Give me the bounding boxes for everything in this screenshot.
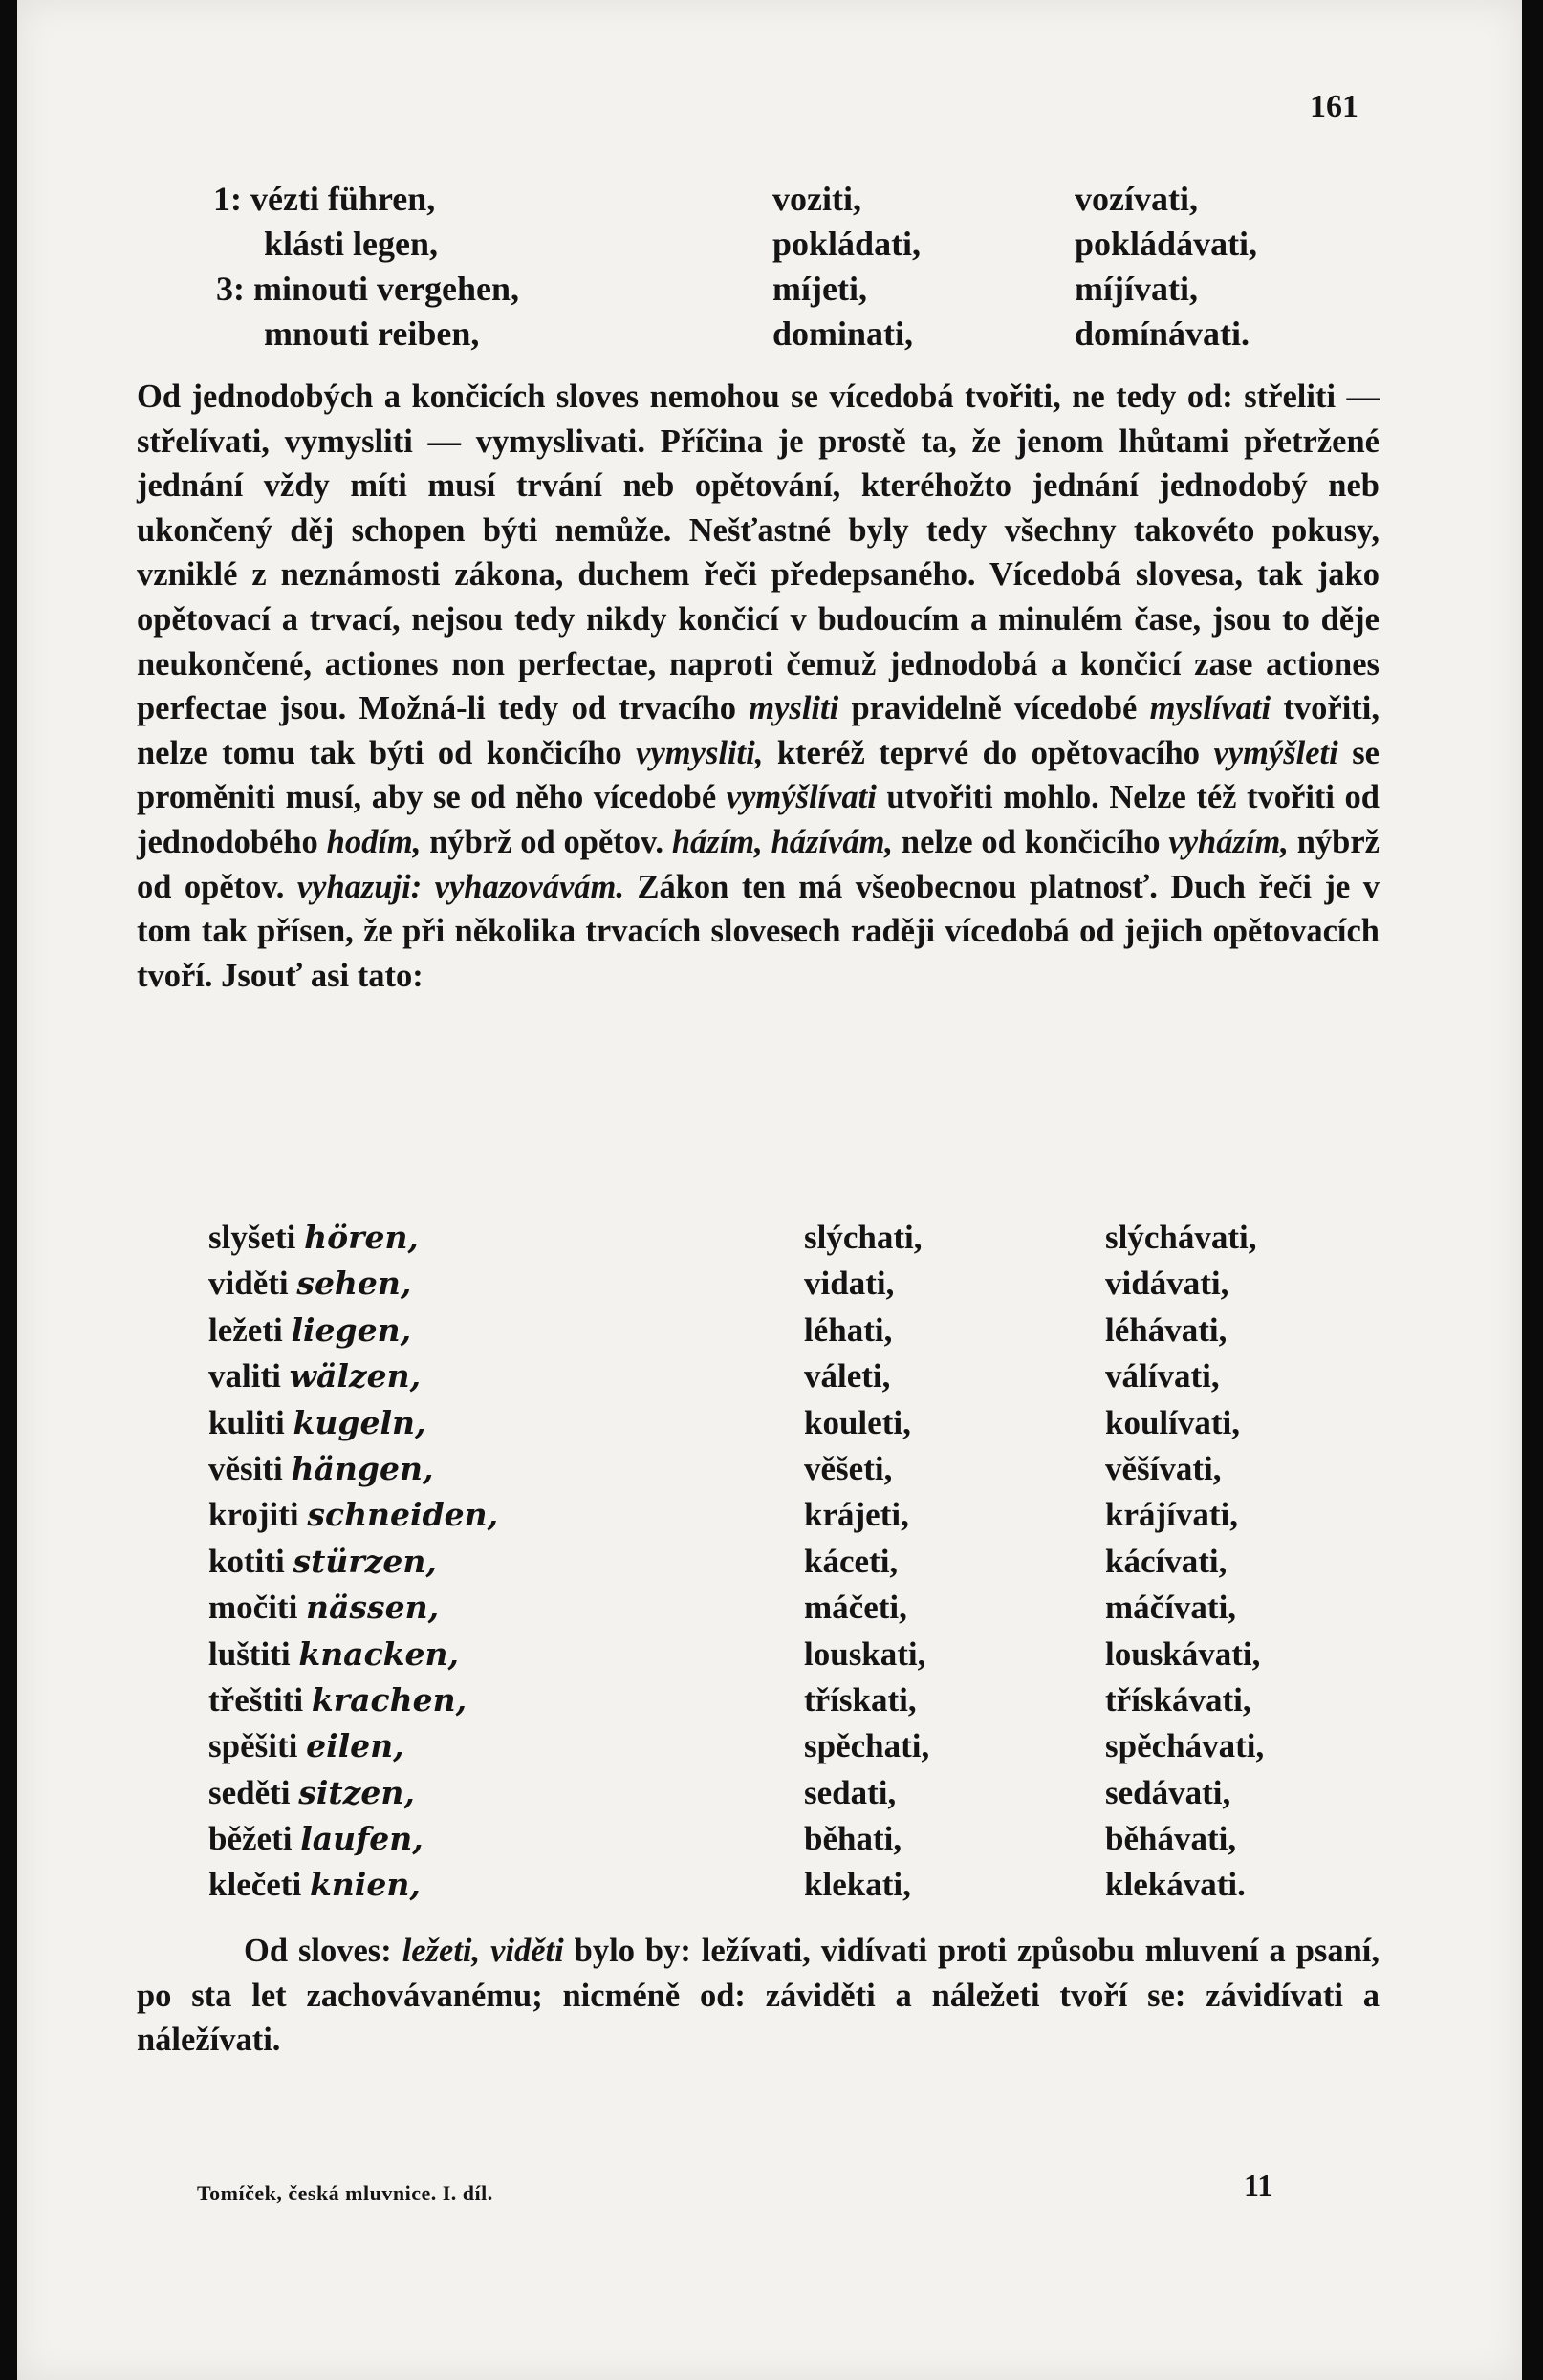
table-cell: vozívati, bbox=[1075, 180, 1198, 218]
text-run: se proměniti musí, aby se od něho vícedobé bbox=[137, 734, 1380, 816]
table-cell: klásti legen, bbox=[264, 225, 439, 263]
verb-infinitive: krojiti bbox=[208, 1496, 299, 1534]
verb-infinitive: viděti bbox=[208, 1265, 289, 1303]
page-number: 161 bbox=[1310, 89, 1358, 124]
verb-czech bbox=[208, 1681, 467, 1720]
verb-frequentative: válívati, bbox=[1105, 1357, 1220, 1396]
verb-frequentative: léhávati, bbox=[1105, 1310, 1228, 1349]
table-row bbox=[208, 1681, 1337, 1727]
text-run: Od sloves: bbox=[244, 1933, 402, 1969]
text-run: utvořiti mohlo. Nelze též tvořiti od jednodobého bbox=[137, 779, 1380, 860]
verb-german: hängen, bbox=[291, 1449, 434, 1487]
table-cell: pokládávati, bbox=[1075, 225, 1258, 263]
verb-czech bbox=[208, 1265, 411, 1303]
text-run: kteréž teprvé do opětovacího bbox=[763, 734, 1214, 771]
verb-czech bbox=[208, 1820, 424, 1858]
verb-iterative: louskati, bbox=[804, 1634, 926, 1673]
text-run: Od jednodobých a končicích sloves nemohou se vícedobá tvořiti, ne tedy od: střeliti — střelívati, vymysliti — vymyslivati. Příčina je prostě ta, že jenom lhůtami přetržené jednání vždy míti musí trvání neb opětování, kteréhožto jednání jednodobý neb ukončený děj schopen býti nemůže. Nešťastné byly tedy všechny takovéto pokusy, vzniklé z neznámosti zákona, duchem řeči předepsaného. Vícedobá slovesa, tak jako opětovací a trvací, nejsou tedy nikdy končicí v budoucím a minulém čase, jsou to děje neukončené, actiones non perfectae, naproti čemuž jednodobá a končicí zase actiones perfectae jsou. Možná-li tedy od trvacího bbox=[137, 379, 1380, 727]
verb-german: liegen, bbox=[291, 1310, 412, 1349]
verb-frequentative: kácívati, bbox=[1105, 1542, 1228, 1580]
verb-czech bbox=[208, 1496, 498, 1534]
text-run: nýbrž od opětov. bbox=[137, 823, 1380, 905]
book-page bbox=[17, 0, 1522, 2380]
verb-german: wälzen, bbox=[289, 1357, 422, 1396]
verb-czech bbox=[208, 1774, 415, 1812]
text-run: tvořiti, nelze tomu tak býti od končicího bbox=[137, 690, 1380, 771]
verb-iterative: spěchati, bbox=[804, 1727, 930, 1765]
table-row bbox=[208, 1589, 1337, 1634]
verb-infinitive: kuliti bbox=[208, 1403, 285, 1441]
italic-term: vyhazuji: vyhazovávám. bbox=[296, 868, 624, 905]
verb-frequentative: louskávati, bbox=[1105, 1634, 1261, 1673]
text-run: Zákon ten má všeobecnou platnosť. Duch řeči je v tom tak přísen, že při několika trvacích slovesech raději vícedobá od jejich opětovacích tvoří. Jsouť asi tato: bbox=[137, 868, 1380, 994]
table-cell: domínávati. bbox=[1075, 314, 1250, 353]
verb-iterative: káceti, bbox=[804, 1542, 899, 1580]
verb-frequentative: koulívati, bbox=[1105, 1403, 1241, 1441]
table-row bbox=[208, 1265, 1337, 1310]
italic-term: házím, házívám, bbox=[671, 823, 894, 860]
verb-german: knien, bbox=[309, 1866, 421, 1904]
verb-iterative: krájeti, bbox=[804, 1496, 909, 1534]
italic-term: vymysliti, bbox=[636, 734, 764, 771]
italic-term: ležeti, viděti bbox=[402, 1933, 564, 1969]
verb-frequentative: slýchávati, bbox=[1105, 1219, 1257, 1256]
verb-czech bbox=[208, 1404, 425, 1442]
verb-frequentative: třískávati, bbox=[1105, 1680, 1251, 1719]
verb-iterative: slýchati, bbox=[804, 1219, 923, 1256]
italic-term: vymýšlívati bbox=[726, 779, 877, 816]
table-cell: míjeti, bbox=[772, 270, 867, 308]
verb-infinitive: klečeti bbox=[208, 1866, 302, 1904]
verb-czech bbox=[208, 1866, 421, 1904]
verb-czech bbox=[208, 1450, 433, 1488]
verb-iterative: máčeti, bbox=[804, 1589, 907, 1627]
verb-iterative: sedati, bbox=[804, 1773, 897, 1811]
verb-german: hören, bbox=[304, 1219, 420, 1256]
verb-czech bbox=[208, 1543, 437, 1581]
table-row bbox=[208, 1866, 1337, 1912]
table-row bbox=[208, 1404, 1337, 1450]
footer-citation: Tomíček, česká mluvnice. I. díl. bbox=[197, 2181, 493, 2205]
verb-infinitive: spěšiti bbox=[208, 1727, 298, 1765]
table-row bbox=[208, 1727, 1337, 1773]
verb-infinitive: valiti bbox=[208, 1357, 281, 1396]
table-cell: pokládati, bbox=[772, 225, 922, 263]
verb-iterative: věšeti, bbox=[804, 1449, 893, 1487]
verb-german: eilen, bbox=[306, 1727, 404, 1765]
verb-frequentative: věšívati, bbox=[1105, 1449, 1222, 1487]
verb-german: sehen, bbox=[296, 1265, 412, 1303]
verb-infinitive: slyšeti bbox=[208, 1219, 296, 1256]
verb-frequentative: máčívati, bbox=[1105, 1589, 1237, 1627]
verb-table bbox=[208, 1219, 1337, 1913]
verb-iterative: běhati, bbox=[804, 1820, 902, 1858]
table-row bbox=[208, 1357, 1337, 1403]
verb-frequentative: sedávati, bbox=[1105, 1773, 1231, 1811]
verb-iterative: třískati, bbox=[804, 1680, 917, 1719]
verb-infinitive: ležeti bbox=[208, 1310, 283, 1349]
closing-paragraph bbox=[137, 1929, 1380, 2063]
table-row bbox=[208, 1219, 1337, 1265]
verb-german: laufen, bbox=[300, 1820, 424, 1858]
italic-term: hodím, bbox=[326, 823, 422, 860]
verb-infinitive: seděti bbox=[208, 1773, 291, 1811]
table-cell: 1: vézti führen, bbox=[213, 180, 436, 218]
table-row bbox=[208, 1543, 1337, 1589]
text-run: bylo by: ležívati, vidívati proti způsobu mluvení a psaní, po sta let zachovávanému; nicméně od: záviděti a náležeti tvoří se: závidívati a náležívati. bbox=[137, 1933, 1380, 2059]
verb-frequentative: spěchávati, bbox=[1105, 1727, 1265, 1765]
verb-czech bbox=[208, 1727, 404, 1765]
text-run: nelze od končicího bbox=[893, 823, 1169, 860]
verb-infinitive: kotiti bbox=[208, 1542, 285, 1580]
verb-czech bbox=[208, 1311, 411, 1350]
verb-czech bbox=[208, 1635, 459, 1674]
table-row bbox=[208, 1774, 1337, 1820]
verb-frequentative: klekávati. bbox=[1105, 1866, 1246, 1904]
text-run: nýbrž od opětov. bbox=[421, 823, 672, 860]
verb-infinitive: běžeti bbox=[208, 1820, 293, 1858]
verb-infinitive: věsiti bbox=[208, 1449, 283, 1487]
verb-iterative: kouleti, bbox=[804, 1403, 911, 1441]
signature-mark: 11 bbox=[1244, 2168, 1273, 2202]
verb-frequentative: krájívati, bbox=[1105, 1496, 1239, 1534]
verb-german: krachen, bbox=[311, 1680, 467, 1719]
table-cell: dominati, bbox=[772, 314, 914, 353]
table-cell: mnouti reiben, bbox=[264, 314, 480, 353]
verb-german: sitzen, bbox=[298, 1773, 415, 1811]
table-row bbox=[208, 1450, 1337, 1496]
verb-frequentative: běhávati, bbox=[1105, 1820, 1237, 1858]
table-cell: 3: minouti vergehen, bbox=[216, 270, 519, 308]
italic-term: mysliti bbox=[749, 690, 839, 727]
verb-frequentative: vidávati, bbox=[1105, 1265, 1229, 1303]
verb-czech bbox=[208, 1589, 439, 1627]
verb-german: schneiden, bbox=[307, 1496, 499, 1534]
table-row bbox=[208, 1311, 1337, 1357]
verb-czech bbox=[208, 1357, 421, 1396]
verb-infinitive: močiti bbox=[208, 1589, 298, 1627]
verb-iterative: klekati, bbox=[804, 1866, 911, 1904]
verb-infinitive: luštiti bbox=[208, 1634, 291, 1673]
verb-iterative: váleti, bbox=[804, 1357, 891, 1396]
verb-german: stürzen, bbox=[293, 1542, 437, 1580]
table-row bbox=[208, 1820, 1337, 1866]
table-cell: míjívati, bbox=[1075, 270, 1198, 308]
verb-german: kugeln, bbox=[293, 1403, 426, 1441]
table-row bbox=[208, 1496, 1337, 1542]
verb-czech bbox=[208, 1219, 419, 1257]
body-paragraph bbox=[137, 375, 1380, 998]
italic-term: vymýšleti bbox=[1213, 734, 1338, 771]
verb-iterative: léhati, bbox=[804, 1310, 893, 1349]
table-cell: voziti, bbox=[772, 180, 861, 218]
verb-infinitive: třeštiti bbox=[208, 1680, 304, 1719]
text-run: pravidelně vícedobé bbox=[838, 690, 1150, 727]
verb-german: knacken, bbox=[298, 1634, 460, 1673]
table-row bbox=[208, 1635, 1337, 1681]
verb-iterative: vidati, bbox=[804, 1265, 895, 1303]
italic-term: vyházím, bbox=[1168, 823, 1289, 860]
italic-term: myslívati bbox=[1149, 690, 1271, 727]
verb-german: nässen, bbox=[306, 1589, 440, 1627]
